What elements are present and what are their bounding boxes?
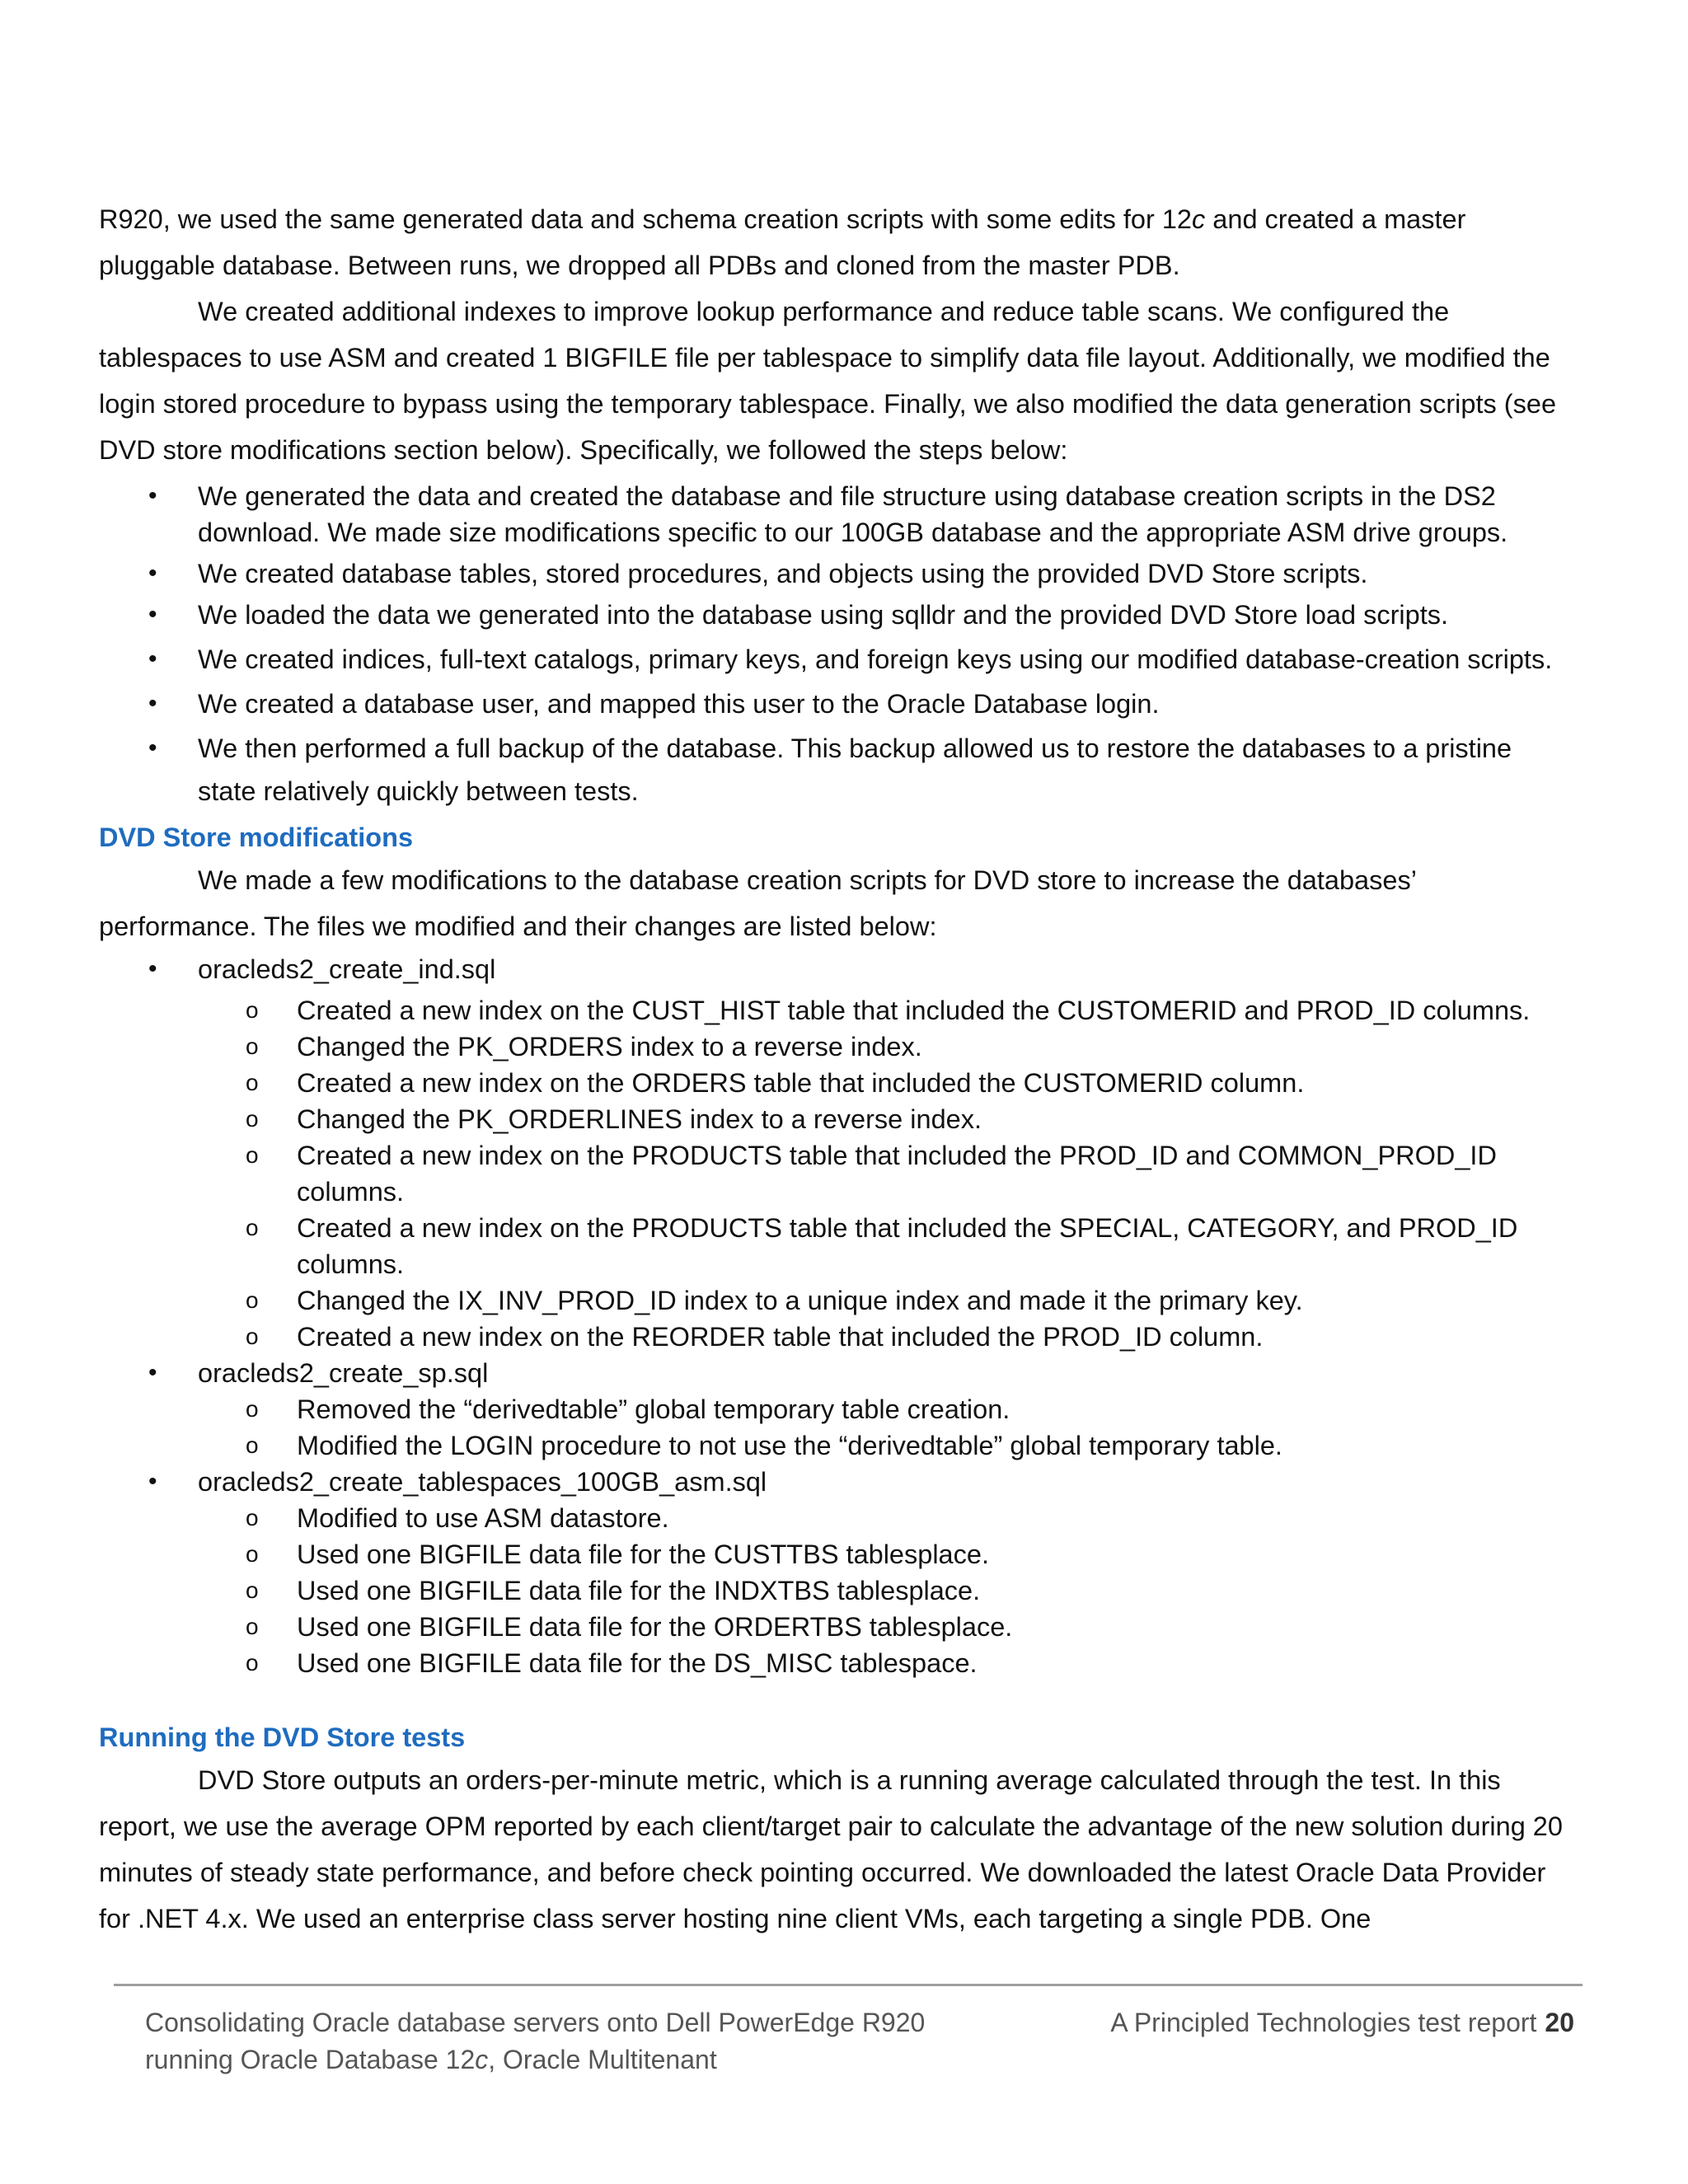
list-item: o Changed the PK_ORDERS index to a reverse index. — [99, 1029, 1574, 1065]
file-changes-list — [99, 992, 1574, 1355]
footer-report: A Principled Technologies test report 20 — [1110, 2008, 1574, 2037]
sub-bullet-icon: o — [246, 1324, 259, 1349]
bullet-icon: • — [148, 1359, 157, 1386]
sub-bullet-icon: o — [246, 1577, 259, 1603]
sub-bullet-icon: o — [246, 1142, 259, 1168]
modified-files-list — [99, 951, 1574, 987]
modifications-intro: We made a few modifications to the database creation scripts for DVD store to increase the databases’ performance. The files we modified and their changes are listed below: — [99, 865, 1416, 941]
body-content — [99, 196, 1574, 1942]
sub-bullet-icon: o — [246, 1505, 259, 1530]
list-item: • We generated the data and created the database and file structure using database creation scripts in the DS2 download. We made size modifications specific to our 100GB database and the appropriate ASM drive groups. — [99, 478, 1574, 551]
footer-divider — [114, 1984, 1582, 1986]
sub-bullet-icon: o — [246, 1541, 259, 1567]
sub-bullet-icon: o — [246, 1432, 259, 1458]
list-item: o Created a new index on the PRODUCTS table that included the PROD_ID and COMMON_PROD_ID columns. — [99, 1137, 1574, 1210]
bullet-icon: • — [148, 690, 157, 717]
sub-bullet-icon: o — [246, 997, 259, 1023]
file-name: oracleds2_create_ind.sql — [198, 954, 496, 984]
bullet-icon: • — [148, 1468, 157, 1495]
sub-bullet-icon: o — [246, 1215, 259, 1240]
list-item: • We created a database user, and mapped this user to the Oracle Database login. — [99, 686, 1574, 722]
list-item: o Created a new index on the ORDERS table that included the CUSTOMERID column. — [99, 1065, 1574, 1101]
sub-bullet-icon: o — [246, 1070, 259, 1095]
file-item — [99, 1355, 1574, 1391]
steps-list — [99, 478, 1574, 813]
section-heading-modifications: DVD Store modifications — [99, 823, 414, 852]
list-item: o Created a new index on the REORDER table that included the PROD_ID column. — [99, 1319, 1574, 1355]
bullet-icon: • — [148, 482, 157, 509]
file-item — [99, 1464, 1574, 1500]
list-item: o Changed the IX_INV_PROD_ID index to a unique index and made it the primary key. — [99, 1282, 1574, 1319]
list-item: • We created indices, full-text catalogs, primary keys, and foreign keys using our modified database-creation scripts. — [99, 638, 1574, 681]
bullet-icon: • — [148, 734, 157, 762]
bullet-icon: • — [148, 645, 157, 673]
sub-bullet-icon: o — [246, 1033, 259, 1059]
list-item: o Created a new index on the CUST_HIST table that included the CUSTOMERID and PROD_ID columns. — [99, 992, 1574, 1029]
footer-title: Consolidating Oracle database servers onto Dell PowerEdge R920 running Oracle Database 12c, Oracle Multitenant — [145, 2008, 926, 2074]
bullet-icon: • — [148, 560, 157, 587]
bullet-icon: • — [148, 601, 157, 628]
list-item: o Used one BIGFILE data file for the CUSTTBS tablesplace. — [99, 1536, 1574, 1572]
file-changes-list — [99, 1500, 1574, 1681]
sub-bullet-icon: o — [246, 1287, 259, 1313]
list-item: o Used one BIGFILE data file for the ORDERTBS tablesplace. — [99, 1609, 1574, 1645]
intro-paragraph-1: R920, we used the same generated data and schema creation scripts with some edits for 12c and created a master pluggable database. Between runs, we dropped all PDBs and cloned from the master PDB. — [99, 204, 1466, 280]
list-item: o Changed the PK_ORDERLINES index to a reverse index. — [99, 1101, 1574, 1137]
list-item: o Removed the “derivedtable” global temporary table creation. — [99, 1391, 1574, 1427]
section-heading-running: Running the DVD Store tests — [99, 1722, 466, 1752]
sub-bullet-icon: o — [246, 1650, 259, 1675]
page-number: 20 — [1545, 2008, 1574, 2037]
file-name: oracleds2_create_sp.sql — [198, 1358, 489, 1388]
intro-paragraph-2: We created additional indexes to improve lookup performance and reduce table scans. We configured the tablespaces to use ASM and created 1 BIGFILE file per tablespace to simplify data file layout. Additionally, we modified the login stored procedure to bypass using the temporary tablespace. Finally, we also modified the data generation scripts (see DVD store modifications section below). Specifically, we followed the steps below: — [99, 297, 1557, 465]
modified-files-list — [99, 1355, 1574, 1391]
sub-bullet-icon: o — [246, 1106, 259, 1132]
list-item: o Used one BIGFILE data file for the INDXTBS tablesplace. — [99, 1572, 1574, 1609]
list-item: o Created a new index on the PRODUCTS table that included the SPECIAL, CATEGORY, and PROD_ID columns. — [99, 1210, 1574, 1282]
running-paragraph: DVD Store outputs an orders-per-minute metric, which is a running average calculated through the test. In this report, we use the average OPM reported by each client/target pair to calculate the advantage of the new solution during 20 minutes of steady state performance, and before check pointing occurred. We downloaded the latest Oracle Data Provider for .NET 4.x. We used an enterprise class server hosting nine client VMs, each targeting a single PDB. One — [99, 1765, 1563, 1933]
file-changes-list — [99, 1391, 1574, 1464]
list-item: o Modified the LOGIN procedure to not use the “derivedtable” global temporary table. — [99, 1427, 1574, 1464]
file-item — [99, 951, 1574, 987]
list-item: • We loaded the data we generated into the database using sqlldr and the provided DVD Store load scripts. — [99, 597, 1574, 633]
list-item: • We then performed a full backup of the database. This backup allowed us to restore the databases to a pristine state relatively quickly between tests. — [99, 727, 1574, 813]
modified-files-list — [99, 1464, 1574, 1500]
list-item: o Used one BIGFILE data file for the DS_MISC tablespace. — [99, 1645, 1574, 1681]
file-name: oracleds2_create_tablespaces_100GB_asm.sql — [198, 1467, 767, 1497]
bullet-icon: • — [148, 955, 157, 982]
list-item: o Modified to use ASM datastore. — [99, 1500, 1574, 1536]
sub-bullet-icon: o — [246, 1614, 259, 1639]
list-item: • We created database tables, stored procedures, and objects using the provided DVD Store scripts. — [99, 555, 1574, 592]
sub-bullet-icon: o — [246, 1396, 259, 1422]
